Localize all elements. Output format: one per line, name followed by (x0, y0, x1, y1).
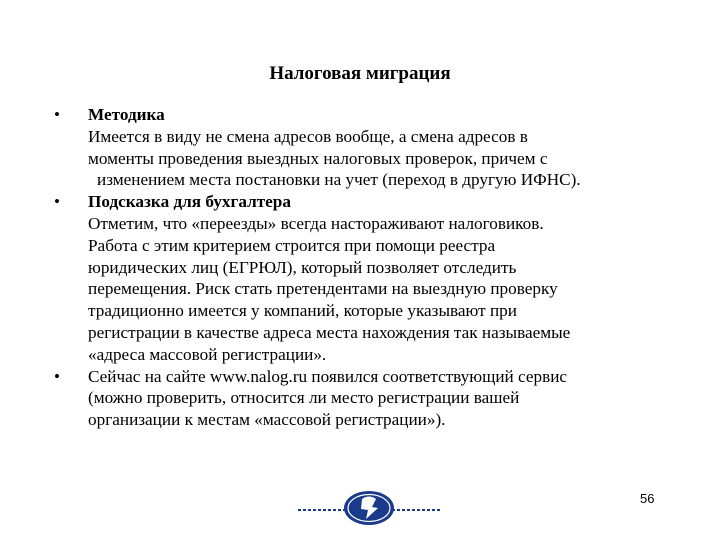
bullet-item (54, 104, 674, 191)
bullet-heading: Подсказка для бухгалтера (88, 192, 291, 212)
bullet-text-line: перемещения. Риск стать претендентами на выездную проверку (88, 279, 558, 299)
slide-title: Налоговая миграция (269, 63, 451, 84)
bullet-text-line: Отметим, что «переезды» всегда настораживают налоговиков. (88, 213, 544, 233)
bullet-text-line: Имеется в виду не смена адресов вообще, а смена адресов в (88, 126, 528, 146)
bullet-text-line: Работа с этим критерием строится при помощи реестра (88, 235, 496, 255)
bullet-item (54, 366, 674, 431)
bullet-text-line: изменением места постановки на учет (переход в другую ИФНС). (97, 170, 581, 190)
bullet-marker: • (54, 192, 61, 212)
bullet-heading: Методика (88, 105, 165, 124)
bullet-text-line: «адреса массовой регистрации». (88, 344, 327, 364)
bullet-item (54, 191, 674, 365)
bullet-text-line: традиционно имеется у компаний, которые указывают при (88, 301, 517, 321)
bullet-marker: • (54, 366, 61, 386)
bullet-text-line: (можно проверить, относится ли место регистрации вашей (88, 388, 520, 408)
bullet-text-line: моменты проведения выездных налоговых проверок, причем с (88, 148, 548, 168)
bullet-text-line: регистрации в качестве адреса места нахождения так называемые (88, 322, 571, 342)
tax-emblem-icon (298, 490, 440, 526)
bullet-text-line: Сейчас на сайте www.nalog.ru появился соответствующий сервис (88, 366, 568, 386)
bullet-text-line: юридических лиц (ЕГРЮЛ), который позволяет отследить (88, 257, 517, 277)
bullet-text-line: организации к местам «массовой регистрации»). (88, 410, 446, 430)
bullet-list (54, 104, 674, 431)
page-number: 56 (640, 491, 655, 506)
bullet-marker: • (54, 105, 61, 124)
